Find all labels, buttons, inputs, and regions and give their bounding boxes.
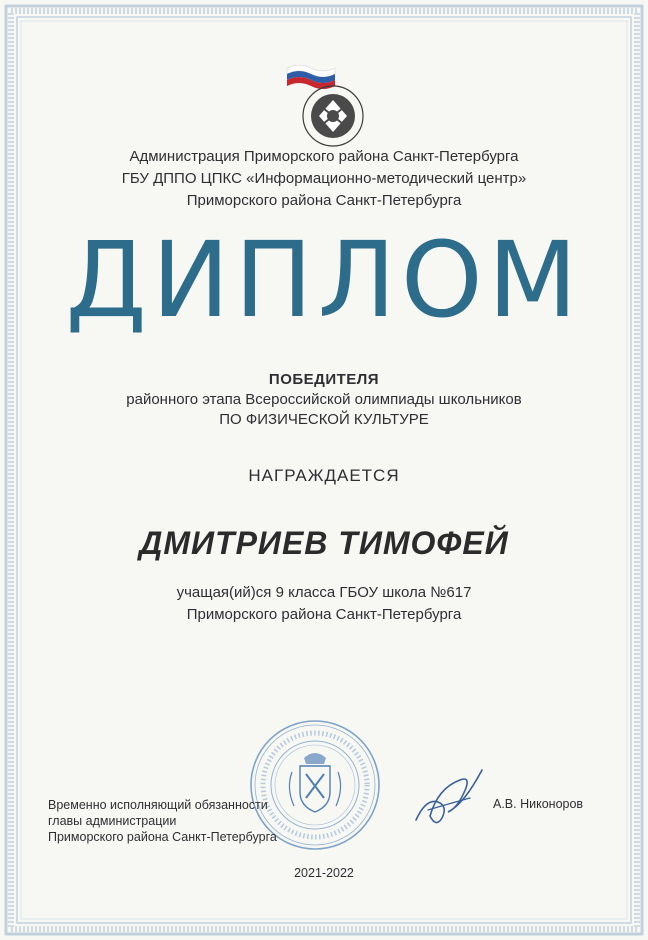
- position-line-1: Временно исполняющий обязанности: [48, 798, 268, 812]
- diploma-title: ДИПЛОМ: [65, 219, 583, 341]
- signatory-position: [48, 797, 277, 845]
- position-line-2: главы администрации: [48, 814, 177, 828]
- awarded-label: НАГРАЖДАЕТСЯ: [248, 466, 400, 485]
- recipient-name: ДМИТРИЕВ ТИМОФЕЙ: [139, 525, 509, 561]
- winner-label: ПОБЕДИТЕЛЯ: [268, 371, 380, 388]
- olympiad-stage: районного этапа Всероссийской олимпиады школьников: [126, 391, 522, 408]
- issuer-line-1: Администрация Приморского района Санкт-Петербурга: [129, 148, 519, 165]
- signature-icon: [408, 758, 488, 838]
- olympiad-emblem-icon: [279, 60, 371, 152]
- signatory-name: А.В. Никоноров: [493, 797, 584, 811]
- issuer-line-3: Приморского района Санкт-Петербурга: [186, 192, 462, 209]
- issuer-header: [40, 146, 608, 212]
- school-info: [40, 582, 608, 626]
- school-line-1: учащая(ий)ся 9 класса ГБОУ школа №617: [176, 584, 472, 601]
- academic-year: 2021-2022: [294, 866, 354, 880]
- winner-block: [40, 370, 608, 430]
- olympiad-subject: ПО ФИЗИЧЕСКОЙ КУЛЬТУРЕ: [219, 411, 429, 428]
- position-line-3: Приморского района Санкт-Петербурга: [48, 830, 277, 844]
- school-line-2: Приморского района Санкт-Петербурга: [186, 606, 462, 623]
- issuer-line-2: ГБУ ДППО ЦПКС «Информационно-методический центр»: [121, 170, 527, 187]
